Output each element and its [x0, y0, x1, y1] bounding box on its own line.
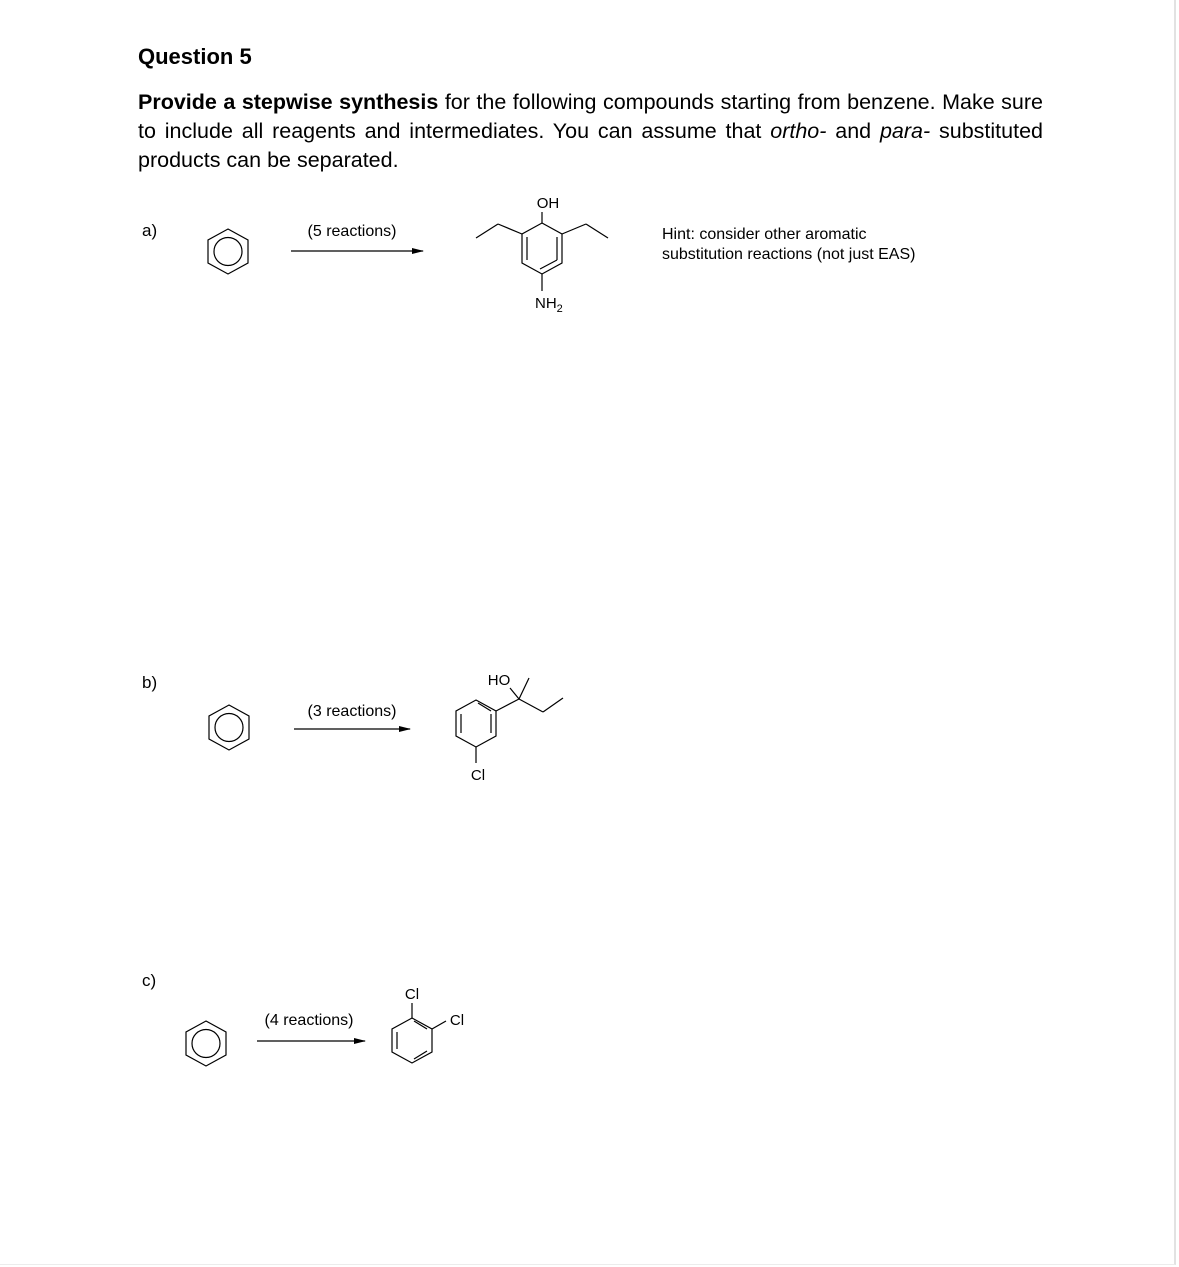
part-c-benzene: [186, 1021, 226, 1066]
part-b-ho-label: HO: [487, 672, 511, 689]
part-c-reactions-label: (4 reactions): [264, 1012, 354, 1029]
part-b-cl-label: Cl: [470, 767, 486, 784]
part-c-cl-side-label: Cl: [449, 1012, 465, 1029]
hint-line-1: Hint: consider other aromatic: [662, 226, 867, 243]
part-c-product: [392, 1003, 446, 1063]
part-a-nh2-label: [535, 295, 563, 315]
part-a-reactions-label: (5 reactions): [307, 223, 397, 240]
prompt-text-2: and: [826, 119, 880, 143]
part-b-product: [456, 678, 563, 763]
part-a-product: [476, 212, 608, 291]
part-a-oh-label: OH: [536, 195, 560, 212]
part-a-label: a): [142, 221, 158, 240]
part-b-label: b): [142, 673, 158, 692]
part-a-benzene: [208, 229, 248, 274]
part-b-benzene: [209, 705, 249, 750]
part-c-cl-top-label: Cl: [404, 986, 420, 1003]
question-title: Question 5: [138, 44, 252, 69]
part-b-reactions-label: (3 reactions): [307, 703, 397, 720]
nh2-n: NH: [535, 295, 557, 312]
part-c-label: c): [142, 971, 157, 990]
prompt-text-3: substituted products can be separated.: [138, 119, 1043, 172]
prompt-text-1: for the following compounds starting from benzene. Make sure to include all reagents and intermediates. You can assume that: [138, 90, 1043, 143]
prompt-bold: Provide a stepwise synthesis: [138, 90, 439, 114]
nh2-subscript: 2: [556, 303, 563, 315]
prompt-ortho: ortho-: [770, 119, 827, 143]
prompt-para: para-: [879, 119, 931, 143]
hint-line-2: substitution reactions (not just EAS): [662, 246, 916, 263]
